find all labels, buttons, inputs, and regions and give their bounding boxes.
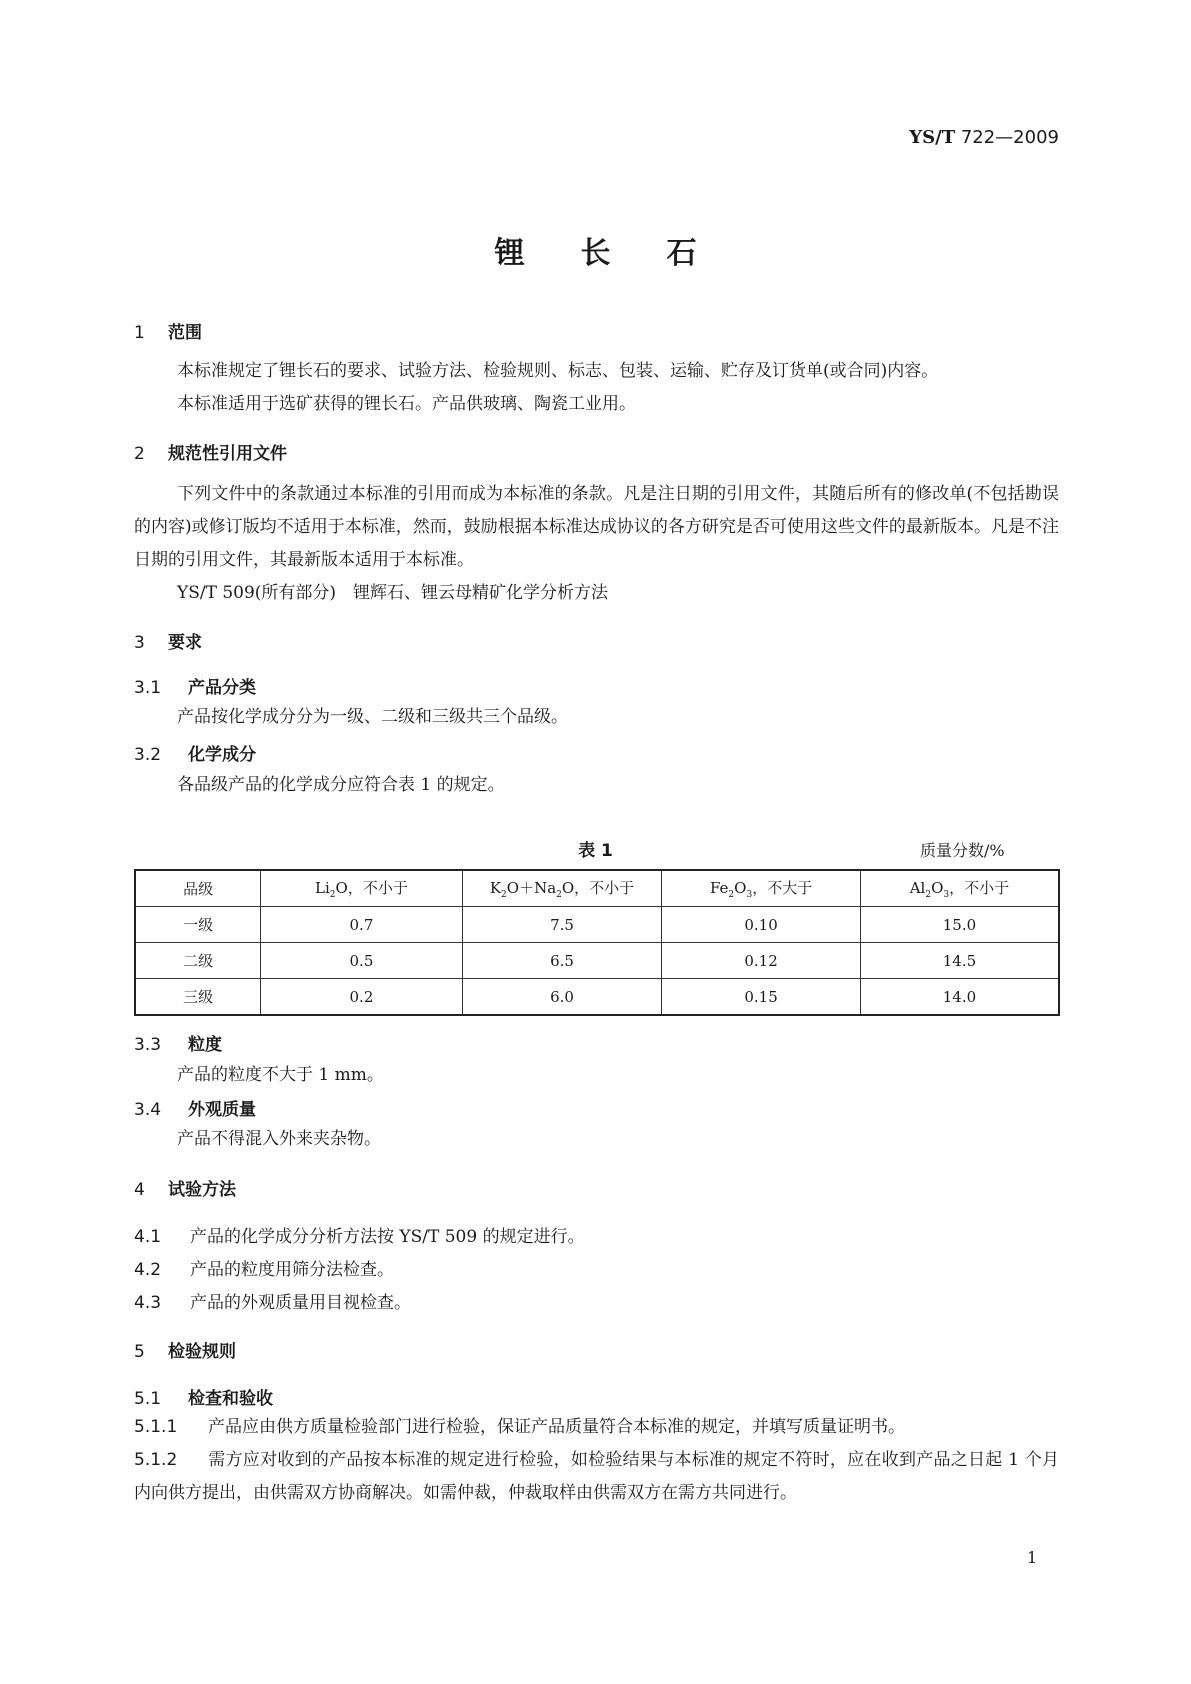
chemical-composition-table (134, 869, 1060, 1016)
section-5-1-2: 5.1.2 需方应对收到的产品按本标准的规定进行检验，如检验结果与本标准的规定不符时，应在收到产品之日起 1 个月内向供方提出，由供需双方协商解决。如需仲裁，仲裁取样由供需双方在需方共同进行。 (134, 1450, 1059, 1503)
section-3-3-text: 产品的粒度不大于 1 mm。 (177, 1065, 384, 1085)
table-unit-note: 质量分数/% (920, 841, 1005, 860)
cell-k2ona2o: 7.5 (462, 907, 662, 943)
section-5-1-1: 5.1.1 产品应由供方质量检验部门进行检验，保证产品质量符合本标准的规定，并填写质量证明书。 (134, 1417, 905, 1437)
section-1-para-2: 本标准适用于选矿获得的锂长石。产品供玻璃、陶瓷工业用。 (177, 394, 636, 414)
cell-al2o3: 15.0 (860, 907, 1059, 943)
section-3-4-text: 产品不得混入外来夹杂物。 (177, 1129, 381, 1149)
standard-code: YS/T 722—2009 (909, 127, 1059, 148)
section-4-3: 4.3 产品的外观质量用目视检查。 (134, 1293, 411, 1313)
cell-fe2o3: 0.12 (662, 943, 861, 979)
cell-grade: 一级 (135, 907, 261, 943)
section-3-2-text: 各品级产品的化学成分应符合表 1 的规定。 (177, 775, 505, 795)
header-fe2o3: $Fe_2O_3$，不大于 (662, 870, 861, 907)
section-5-heading: 5 检验规则 (134, 1342, 236, 1362)
section-4-2: 4.2 产品的粒度用筛分法检查。 (134, 1260, 394, 1280)
cell-k2ona2o: 6.5 (462, 943, 662, 979)
page-number: 1 (1027, 1548, 1038, 1567)
table-row (135, 979, 1059, 1016)
cell-grade: 二级 (135, 943, 261, 979)
cell-al2o3: 14.5 (860, 943, 1059, 979)
header-grade: 品级 (135, 870, 261, 907)
document-title: 锂长石 (494, 236, 753, 271)
header-al2o3: $Al_2O_3$，不小于 (860, 870, 1059, 907)
cell-grade: 三级 (135, 979, 261, 1016)
cell-fe2o3: 0.15 (662, 979, 861, 1016)
header-li2o: $Li_2O$，不小于 (261, 870, 463, 907)
section-3-1-heading: 3.1 产品分类 (134, 678, 256, 698)
table-caption: 表 1 (578, 841, 613, 861)
section-3-4-heading: 3.4 外观质量 (134, 1100, 256, 1120)
section-3-2-heading: 3.2 化学成分 (134, 745, 256, 765)
section-2-reference: YS/T 509(所有部分) 锂辉石、锂云母精矿化学分析方法 (177, 583, 609, 603)
table-header-row (135, 870, 1059, 907)
table-row (135, 907, 1059, 943)
section-2-para: 下列文件中的条款通过本标准的引用而成为本标准的条款。凡是注日期的引用文件，其随后所有的修改单(不包括勘误的内容)或修订版均不适用于本标准，然而，鼓励根据本标准达成协议的各方研究是否可使用这些文件的最新版本。凡是不注日期的引用文件，其最新版本适用于本标准。 (134, 484, 1059, 570)
section-4-heading: 4 试验方法 (134, 1180, 236, 1200)
table-row (135, 943, 1059, 979)
cell-k2ona2o: 6.0 (462, 979, 662, 1016)
section-2-heading: 2 规范性引用文件 (134, 444, 287, 464)
section-3-heading: 3 要求 (134, 633, 202, 653)
header-k2o-na2o: $K_2O+Na_2O$，不小于 (462, 870, 662, 907)
section-5-1-heading: 5.1 检查和验收 (134, 1389, 273, 1409)
cell-al2o3: 14.0 (860, 979, 1059, 1016)
section-3-1-text: 产品按化学成分分为一级、二级和三级共三个品级。 (177, 707, 568, 727)
section-1-heading: 1 范围 (134, 323, 202, 343)
cell-li2o: 0.5 (261, 943, 463, 979)
cell-li2o: 0.7 (261, 907, 463, 943)
section-3-3-heading: 3.3 粒度 (134, 1035, 222, 1055)
cell-fe2o3: 0.10 (662, 907, 861, 943)
cell-li2o: 0.2 (261, 979, 463, 1016)
section-1-para-1: 本标准规定了锂长石的要求、试验方法、检验规则、标志、包装、运输、贮存及订货单(或合同)内容。 (177, 361, 939, 381)
section-4-1: 4.1 产品的化学成分分析方法按 YS/T 509 的规定进行。 (134, 1227, 585, 1247)
